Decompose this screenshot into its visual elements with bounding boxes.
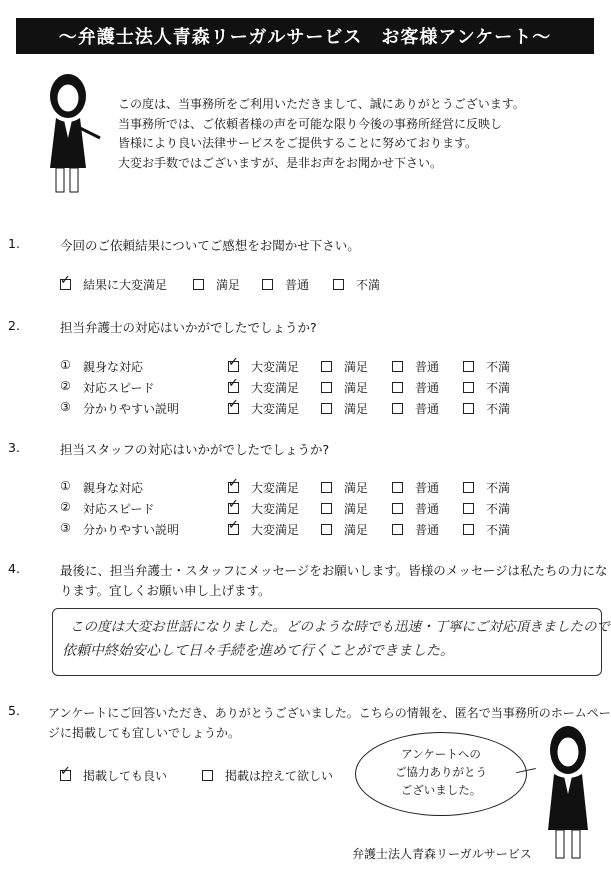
option-label: 満足 xyxy=(216,278,241,292)
survey-title: 〜弁護士法人青森リーガルサービス お客様アンケート〜 xyxy=(58,27,552,48)
option-label: 掲載は控えて欲しい xyxy=(225,769,334,783)
checkbox[interactable] xyxy=(321,482,332,493)
q1-option-satisfied[interactable] xyxy=(193,276,240,293)
checkbox[interactable] xyxy=(392,382,403,393)
checkbox[interactable] xyxy=(321,503,332,514)
option-very-satisfied[interactable] xyxy=(228,379,299,396)
question-number: 4. xyxy=(8,561,20,576)
option-very-satisfied[interactable] xyxy=(228,479,299,496)
option-unsatisfied[interactable] xyxy=(463,500,510,517)
row-mark: ③ xyxy=(60,400,71,414)
staff-illustration-bottom xyxy=(532,720,602,865)
option-label: 普通 xyxy=(285,278,310,292)
option-label: 結果に大変満足 xyxy=(83,278,168,292)
thank-you-bubble xyxy=(355,732,527,816)
option-label: 不満 xyxy=(486,502,511,516)
option-label: 満足 xyxy=(344,481,369,495)
option-label: 普通 xyxy=(415,381,440,395)
question-text-line1: 最後に、担当弁護士・スタッフにメッセージをお願いします。皆様のメッセージは私たちの力にな xyxy=(60,563,608,578)
footer-org-name: 弁護士法人青森リーガルサービス xyxy=(352,847,532,861)
intro-line: 皆様により良い法律サービスをご提供することに努めております。 xyxy=(118,136,478,150)
checkbox[interactable] xyxy=(463,382,474,393)
checkbox-checked[interactable] xyxy=(60,279,71,290)
question-text-line2: ジに掲載しても宜しいでしょうか。 xyxy=(48,726,241,740)
option-label: 大変満足 xyxy=(251,381,300,395)
option-label: 普通 xyxy=(415,502,440,516)
checkbox[interactable] xyxy=(463,403,474,414)
option-very-satisfied[interactable] xyxy=(228,500,299,517)
question-number: 5. xyxy=(8,703,20,718)
option-normal[interactable] xyxy=(392,379,439,396)
option-normal[interactable] xyxy=(392,400,439,417)
row-mark: ③ xyxy=(60,521,71,535)
row-label: 対応スピード xyxy=(83,502,155,516)
option-label: 満足 xyxy=(344,360,369,374)
checkbox-checked[interactable] xyxy=(228,382,239,393)
question-text: 担当スタッフの対応はいかがでしたでしょうか? xyxy=(60,442,330,457)
option-unsatisfied[interactable] xyxy=(463,479,510,496)
option-unsatisfied[interactable] xyxy=(463,358,510,375)
option-unsatisfied[interactable] xyxy=(463,521,510,538)
option-label: 大変満足 xyxy=(251,402,300,416)
option-normal[interactable] xyxy=(392,358,439,375)
checkbox[interactable] xyxy=(321,361,332,372)
option-satisfied[interactable] xyxy=(321,500,368,517)
question-number: 2. xyxy=(8,318,20,333)
option-very-satisfied[interactable] xyxy=(228,400,299,417)
option-satisfied[interactable] xyxy=(321,358,368,375)
row-label: 分かりやすい説明 xyxy=(83,523,180,537)
question-text-line1: アンケートにご回答いただき、ありがとうございました。こちらの情報を、匿名で当事務所のホームペー xyxy=(48,706,611,720)
option-label: 普通 xyxy=(415,360,440,374)
checkbox[interactable] xyxy=(392,482,403,493)
option-satisfied[interactable] xyxy=(321,521,368,538)
option-label: 普通 xyxy=(415,402,440,416)
checkbox[interactable] xyxy=(392,503,403,514)
option-label: 満足 xyxy=(344,402,369,416)
survey-title-banner xyxy=(16,18,594,54)
option-satisfied[interactable] xyxy=(321,479,368,496)
checkbox[interactable] xyxy=(392,524,403,535)
row-mark: ① xyxy=(60,479,71,493)
checkbox[interactable] xyxy=(321,524,332,535)
option-satisfied[interactable] xyxy=(321,379,368,396)
option-label: 掲載しても良い xyxy=(83,769,168,783)
checkbox[interactable] xyxy=(202,770,213,781)
option-label: 大変満足 xyxy=(251,502,300,516)
handwritten-message-line1: この度は大変お世話になりました。どのような時でも迅速・丁寧にご対応頂きましたので xyxy=(70,619,610,635)
checkbox-checked[interactable] xyxy=(228,524,239,535)
bubble-line: ございました。 xyxy=(400,783,482,797)
checkbox-checked[interactable] xyxy=(228,503,239,514)
option-normal[interactable] xyxy=(392,479,439,496)
option-label: 大変満足 xyxy=(251,481,300,495)
checkbox[interactable] xyxy=(321,403,332,414)
option-satisfied[interactable] xyxy=(321,400,368,417)
option-label: 大変満足 xyxy=(251,360,300,374)
option-label: 不満 xyxy=(356,278,381,292)
staff-illustration-top xyxy=(38,68,110,198)
intro-line: この度は、当事務所をご利用いただきまして、誠にありがとうございます。 xyxy=(118,97,525,111)
checkbox-checked[interactable] xyxy=(228,361,239,372)
question-text: 今回のご依頼結果についてご感想をお聞かせ下さい。 xyxy=(60,238,360,253)
option-label: 不満 xyxy=(486,481,511,495)
row-label: 分かりやすい説明 xyxy=(83,402,180,416)
checkbox[interactable] xyxy=(463,503,474,514)
checkbox[interactable] xyxy=(463,524,474,535)
option-label: 満足 xyxy=(344,502,369,516)
option-label: 不満 xyxy=(486,381,511,395)
checkbox[interactable] xyxy=(463,361,474,372)
question-number: 3. xyxy=(8,440,20,455)
option-label: 普通 xyxy=(415,481,440,495)
bubble-line: アンケートへの xyxy=(401,747,481,761)
option-label: 満足 xyxy=(344,523,369,537)
q5-option-decline[interactable] xyxy=(202,767,333,784)
option-label: 大変満足 xyxy=(251,523,300,537)
handwritten-message-line2: 依頼中終始安心して日々手続を進めて行くことができました。 xyxy=(62,643,454,659)
q1-option-very-satisfied[interactable] xyxy=(60,276,167,293)
checkbox[interactable] xyxy=(193,279,204,290)
checkbox[interactable] xyxy=(392,403,403,414)
row-label: 親身な対応 xyxy=(83,481,144,495)
option-label: 普通 xyxy=(415,523,440,537)
intro-text xyxy=(118,95,525,173)
q5-option-allow[interactable] xyxy=(60,767,167,784)
option-label: 満足 xyxy=(344,381,369,395)
checkbox[interactable] xyxy=(321,382,332,393)
option-normal[interactable] xyxy=(392,521,439,538)
checkbox[interactable] xyxy=(463,482,474,493)
row-mark: ② xyxy=(60,500,71,514)
option-very-satisfied[interactable] xyxy=(228,358,299,375)
q1-option-unsatisfied[interactable] xyxy=(333,276,380,293)
checkbox[interactable] xyxy=(333,279,344,290)
question-number: 1. xyxy=(8,236,20,251)
checkbox-checked[interactable] xyxy=(228,482,239,493)
bubble-line: ご協力ありがとう xyxy=(395,765,487,779)
intro-line: 当事務所では、ご依頼者様の声を可能な限り今後の事務所経営に反映し xyxy=(118,116,503,131)
option-label: 不満 xyxy=(486,402,511,416)
option-normal[interactable] xyxy=(392,500,439,517)
option-label: 不満 xyxy=(486,360,511,374)
intro-line: 大変お手数ではございますが、是非お声をお聞かせ下さい。 xyxy=(118,155,443,170)
question-text-line2: ります。宜しくお願い申し上げます。 xyxy=(60,583,271,598)
question-text: 担当弁護士の対応はいかがでしたでしょうか? xyxy=(60,320,317,335)
option-unsatisfied[interactable] xyxy=(463,400,510,417)
option-unsatisfied[interactable] xyxy=(463,379,510,396)
checkbox-checked[interactable] xyxy=(60,770,71,781)
q1-option-normal[interactable] xyxy=(262,276,309,293)
row-label: 親身な対応 xyxy=(83,360,144,374)
checkbox[interactable] xyxy=(392,361,403,372)
row-label: 対応スピード xyxy=(83,381,155,395)
option-label: 不満 xyxy=(486,523,511,537)
option-very-satisfied[interactable] xyxy=(228,521,299,538)
checkbox[interactable] xyxy=(262,279,273,290)
row-mark: ② xyxy=(60,379,71,393)
row-mark: ① xyxy=(60,358,71,372)
checkbox-checked[interactable] xyxy=(228,403,239,414)
